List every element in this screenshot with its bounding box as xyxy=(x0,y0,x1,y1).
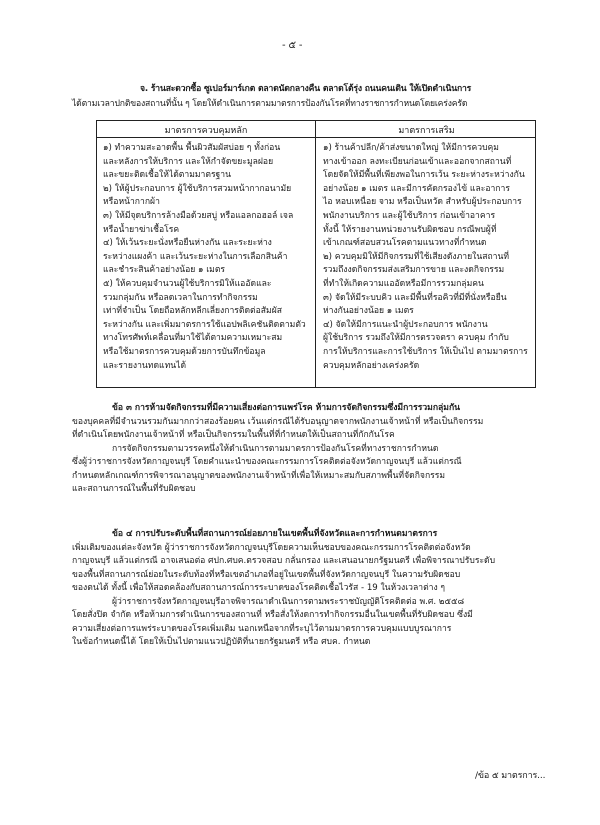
extra-measure-line: พนักงานบริการ และผู้ใช้บริการ ก่อนเข้าอาคาร xyxy=(323,210,496,221)
main-measure-line: ๔) ให้เว้นระยะนั่งหรือยืนห่างกัน และระยะห่าง xyxy=(103,238,272,249)
clause-3-line: และสถานการณ์ในพื้นที่รับผิดชอบ xyxy=(72,484,196,494)
main-measure-line: ระหว่างแผงค้า และเว้นระยะห่างในการเลือกสินค้า xyxy=(103,251,288,262)
table-column-divider xyxy=(315,121,316,387)
main-measures-cell xyxy=(103,142,311,373)
clause-4-line: ในข้อกำหนดนี้ได้ โดยให้เป็นไปตามแนวปฏิบัติที่นายกรัฐมนตรี หรือ ศบค. กำหนด xyxy=(72,637,371,647)
extra-measure-line: ทางเข้าออก ลงทะเบียนก่อนเข้าและออกจากสถานที่ xyxy=(323,156,512,167)
main-measure-line: หรือหน้ากากผ้า xyxy=(103,197,160,208)
clause-4-line: ของตนได้ ทั้งนี้ เพื่อให้สอดคล้องกับสถานการณ์การระบาดของโรคติดเชื้อไวรัส - 19 ในห้วงเวลาต่าง ๆ xyxy=(72,583,446,593)
clause-3-line: ของบุคคลที่มีจำนวนรวมกันมากกว่าสองร้อยคน เว้นแต่กรณีได้รับอนุญาตจากพนักงานเจ้าหน้าที่ หรือเป็นกิจกรรม xyxy=(72,416,484,427)
main-measure-line: ๕) ให้ควบคุมจำนวนผู้ใช้บริการมิให้แออัดและ xyxy=(103,278,272,289)
measures-table xyxy=(96,120,536,388)
page-number: - ๕ - xyxy=(282,40,303,51)
main-measure-line: ระหว่างกัน และเพิ่มมาตรการใช้แอปพลิเคชันติดตามตัว xyxy=(103,319,306,330)
extra-measure-line: การให้บริการและการใช้บริการ ให้เป็นไป ตามมาตรการ xyxy=(323,346,528,357)
extra-measure-line: รวมถึงงดกิจกรรมส่งเสริมการขาย และงดกิจกรรม xyxy=(323,265,505,276)
extra-measure-line: ๒) ควบคุมมิให้มีกิจกรรมที่ใช้เสียงดังภายในสถานที่ xyxy=(323,251,510,262)
clause-4-line: ข้อ ๔ การปรับระดับพื้นที่สถานการณ์ย่อยภายในเขตพื้นที่จังหวัดและการกำหนดมาตรการ xyxy=(112,529,438,539)
main-measure-line: ๒) ให้ผู้ประกอบการ ผู้ใช้บริการสวมหน้ากากอนามัย xyxy=(103,183,292,194)
header-extra-measures: มาตรการเสริม xyxy=(398,126,455,136)
main-measure-line: และชำระสินค้าอย่างน้อย ๑ เมตร xyxy=(103,265,226,276)
extra-measure-line: ทั้งนี้ ให้รายงานหน่วยงานรับผิดชอบ กรณีพบผู้ที่ xyxy=(323,224,497,235)
clause-3-paragraph xyxy=(72,402,552,497)
main-measure-line: และหลังการให้บริการ และให้กำจัดขยะมูลฝอย xyxy=(103,156,274,167)
clause-3-line: การจัดกิจกรรมตามวรรคหนึ่งให้ดำเนินการตามมาตรการป้องกันโรคที่ทางราชการกำหนด xyxy=(112,443,439,454)
extra-measure-line: อย่างน้อย ๑ เมตร และมีการคัดกรองไข้ และอาการ xyxy=(323,183,510,194)
main-measure-line: ๑) ทำความสะอาดพื้น พื้นผิวสัมผัสบ่อย ๆ ทั้งก่อน xyxy=(103,143,281,153)
extra-measure-line: ที่ทำให้เกิดความแออัดหรือมีการรวมกลุ่มคน xyxy=(323,278,484,289)
clause-4-line: ผู้ว่าราชการจังหวัดกาญจนบุรีอาจพิจารณาดำเนินการตามพระราชบัญญัติโรคติดต่อ พ.ศ. ๒๕๕๘ xyxy=(112,596,465,607)
extra-measure-line: ๑) ร้านค้าปลีก/ค้าส่งขนาดใหญ่ ให้มีการควบคุม xyxy=(323,143,499,153)
clause-3-line: ข้อ ๓ การห้ามจัดกิจกรรมที่มีความเสี่ยงต่อการแพร่โรค ห้ามการจัดกิจกรรมซึ่งมีการรวมกลุ่มกัน xyxy=(112,403,461,413)
extra-measure-line: ๔) จัดให้มีการแนะนำผู้ประกอบการ พนักงาน xyxy=(323,319,488,330)
extra-measure-line: ไอ หอบเหนื่อย จาม หรือเป็นหวัด สำหรับผู้ประกอบการ xyxy=(323,197,522,208)
main-measure-line: รวมกลุ่มกัน หรือลดเวลาในการทำกิจกรรม xyxy=(103,292,258,303)
section-heading: จ. ร้านสะดวกซื้อ ซูเปอร์มาร์เกต ตลาดนัดกลางคืน ตลาดโต้รุ่ง ถนนคนเดิน ให้เปิดดำเนินการ xyxy=(140,84,472,94)
clause-4-line: เพิ่มเติมของแต่ละจังหวัด ผู้ว่าราชการจังหวัดกาญจนบุรีโดยความเห็นชอบของคณะกรรมการโรคติดต่อจังหวัด xyxy=(72,542,471,553)
main-measure-line: เท่าที่จำเป็น โดยถือหลักหลีกเลี่ยงการติดต่อสัมผัส xyxy=(103,306,282,317)
section-heading-continuation: ได้ตามเวลาปกติของสถานที่นั้น ๆ โดยให้ดำเนินการตามมาตรการป้องกันโรคที่ทางราชการกำหนดโดยเคร่งครัด xyxy=(72,99,468,109)
main-measure-line: หรือน้ำยาฆ่าเชื้อโรค xyxy=(103,224,180,235)
main-measure-line: ๓) ให้มีจุดบริการล้างมือด้วยสบู่ หรือแอลกอฮอล์ เจล xyxy=(103,210,294,221)
main-measure-line: หรือใช้มาตรการควบคุมด้วยการบันทึกข้อมูล xyxy=(103,346,266,357)
main-measure-line: และขยะติดเชื้อให้ได้ตามมาตรฐาน xyxy=(103,170,232,181)
clause-3-line: ที่ดำเนินโดยพนักงานเจ้าหน้าที่ หรือเป็นกิจกรรมในพื้นที่ที่กำหนดให้เป็นสถานที่กักกันโรค xyxy=(72,430,395,440)
extra-measure-line: ผู้ใช้บริการ รวมถึงให้มีการตรวจตรา ควบคุม กำกับ xyxy=(323,333,509,344)
extra-measures-cell xyxy=(323,142,533,373)
extra-measure-line: เข้าเกณฑ์สอบสวนโรคตามแนวทางที่กำหนด xyxy=(323,238,487,249)
main-measure-line: ทางโทรศัพท์เคลื่อนที่มาใช้ได้ตามความเหมาะสม xyxy=(103,333,283,344)
continuation-note: /ข้อ ๕ มาตรการ... xyxy=(475,771,546,781)
table-header-divider xyxy=(97,137,535,138)
clause-4-line: กาญจนบุรี แล้วแต่กรณี อาจเสนอต่อ ศปก.ศบค.ตรวจสอบ กลั่นกรอง และเสนอนายกรัฐมนตรี เพื่อพิจารณาปรับระดับ xyxy=(72,556,496,566)
clause-4-line: ของพื้นที่สถานการณ์ย่อยในระดับท้องที่หรือเขตอำเภอที่อยู่ในเขตพื้นที่จังหวัดกาญจนบุรี ในความรับผิดชอบ xyxy=(72,569,461,580)
main-measure-line: และรายงานทดแทนได้ xyxy=(103,360,187,371)
clause-3-line: ซึ่งผู้ว่าราชการจังหวัดกาญจนบุรี โดยคำแนะนำของคณะกรรมการโรคติดต่อจังหวัดกาญจนบุรี แล้วแต่กรณี xyxy=(72,457,462,467)
clause-4-line: โดยสั่งปิด จำกัด หรือห้ามการดำเนินการของสถานที่ หรือสั่งให้งดการทำกิจกรรมอื่นในเขตพื้นที่รับผิดชอบ ซึ่งมี xyxy=(72,610,473,620)
extra-measure-line: ๓) จัดให้มีระบบคิว และมีพื้นที่รอคิวที่มีที่นั่งหรือยืน xyxy=(323,292,507,303)
clause-4-line: ความเสี่ยงต่อการแพร่ระบาดของโรคเพิ่มเติม นอกเหนือจากที่ระบุไว้ตามมาตรการควบคุมแบบบูรณาการ xyxy=(72,623,452,634)
clause-3-line: กำหนดหลักเกณฑ์การพิจารณาอนุญาตของพนักงานเจ้าหน้าที่เพื่อให้เหมาะสมกับสภาพพื้นที่จัดกิจกรรม xyxy=(72,470,446,481)
extra-measure-line: ห่างกันอย่างน้อย ๑ เมตร xyxy=(323,306,414,317)
extra-measure-line: ควบคุมหลักอย่างเคร่งครัด xyxy=(323,360,420,371)
extra-measure-line: โดยจัดให้มีพื้นที่เพียงพอในการเว้น ระยะห่างระหว่างกัน xyxy=(323,170,525,181)
header-main-measures: มาตรการควบคุมหลัก xyxy=(164,126,248,136)
clause-4-paragraph xyxy=(72,528,552,650)
